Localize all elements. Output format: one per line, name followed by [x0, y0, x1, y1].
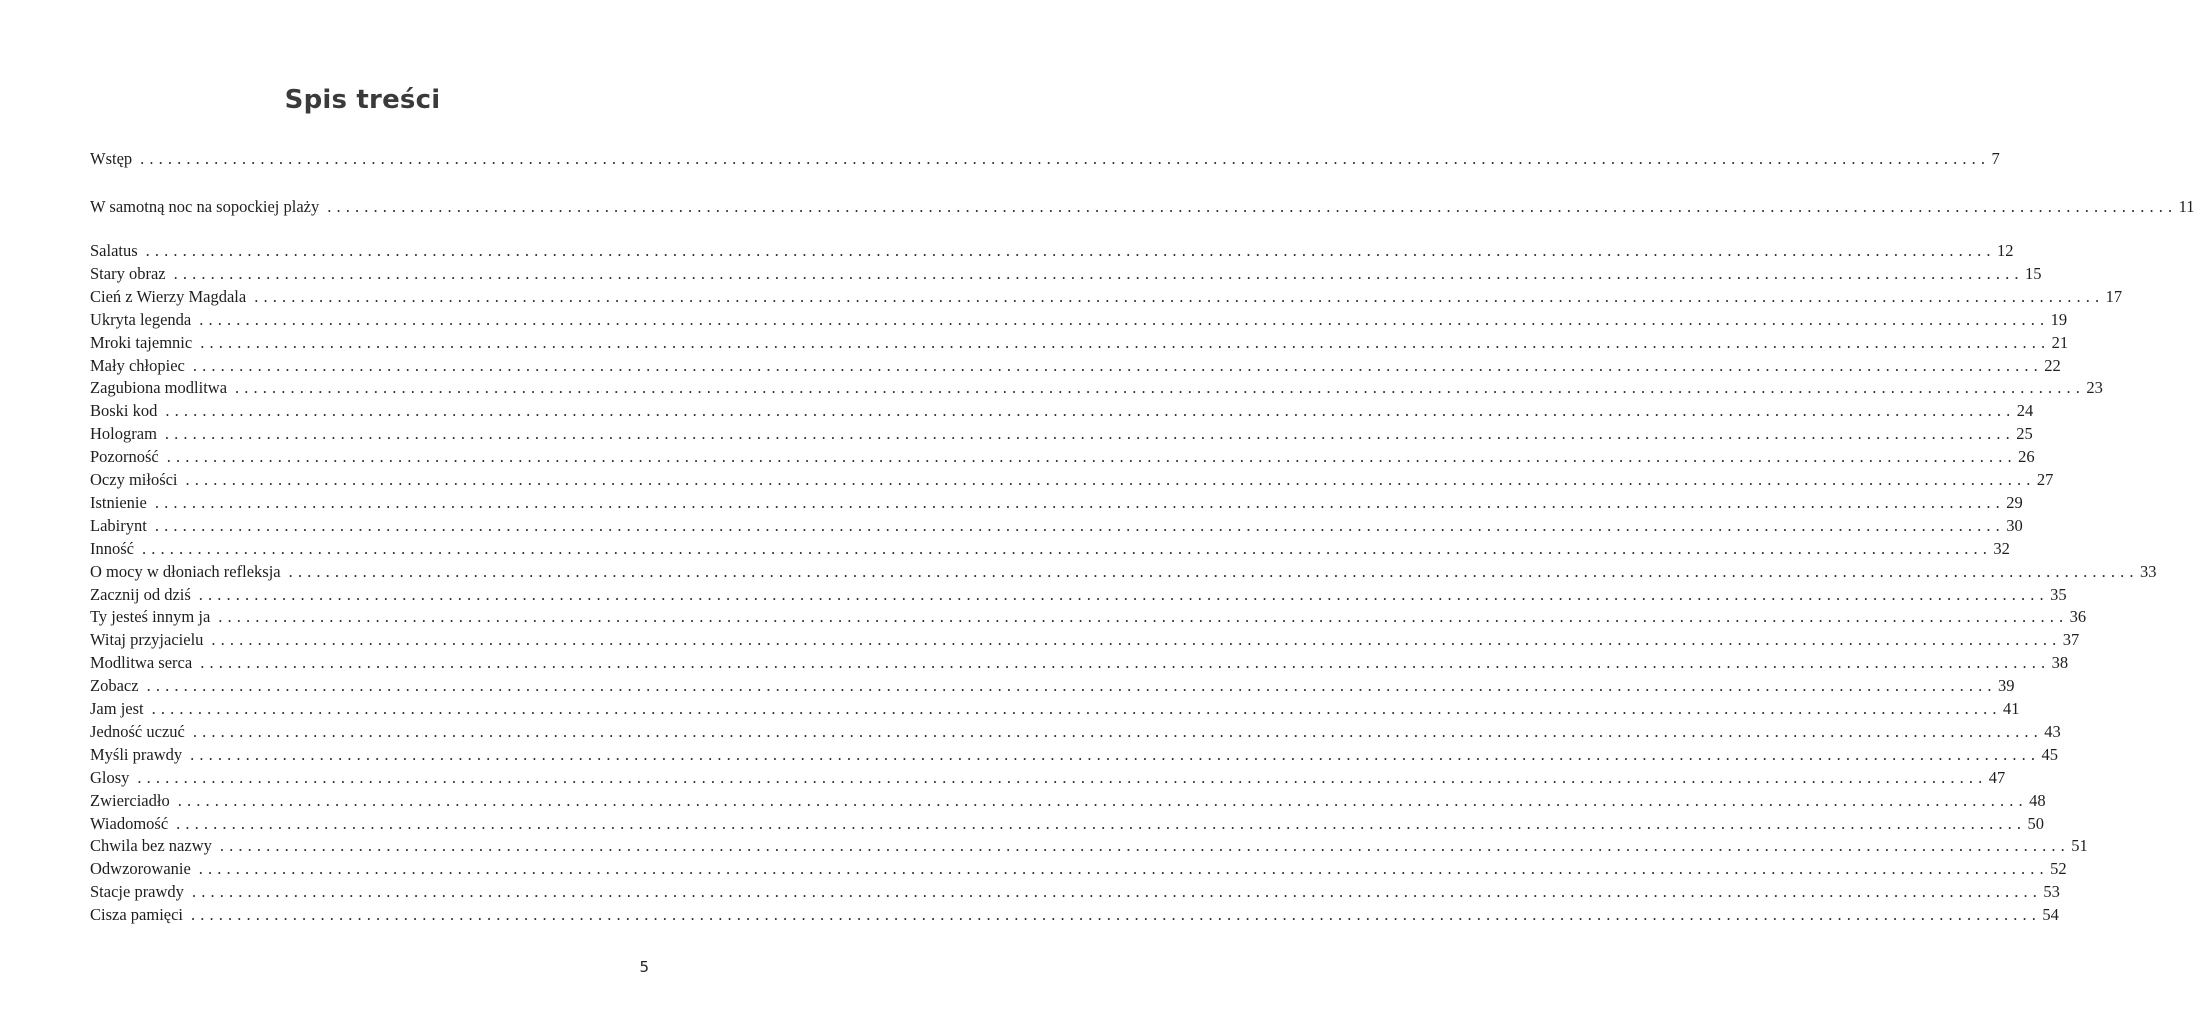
toc-entry-title: Mroki tajemnic [90, 332, 193, 352]
toc-entry-title: Ukryta legenda [90, 309, 192, 329]
toc-entry-page: 7 [1991, 149, 2000, 168]
toc-leader-dots: . . . . . . . . . . . . . . . . . . . . . . . . . . . . . . . . . . . . . . . . . . . . . . . . . . . . . . . . . . . . . . . . . . . . . . . . . . . . . . . . . . . . . . . . . . . . . . . . . . . . . . . . . . . . . . . . . . . . . . . . . . . . . . . . . . . . . . . . . . . . . . . . . . . . . . . . . . . . . . . . . . . . . . . . . . . . . . . . . . . . . . . . . . . . . . . . . . . . . . . . [288, 561, 2134, 581]
toc-entry [90, 331, 2069, 354]
toc-leader-dots: . . . . . . . . . . . . . . . . . . . . . . . . . . . . . . . . . . . . . . . . . . . . . . . . . . . . . . . . . . . . . . . . . . . . . . . . . . . . . . . . . . . . . . . . . . . . . . . . . . . . . . . . . . . . . . . . . . . . . . . . . . . . . . . . . . . . . . . . . . . . . . . . . . . . . . . . . . . . . . . . . . . . . . . . . . . . . . . . . . . . . . . . . . . . . . . . . . . . . . . . [154, 492, 2001, 512]
toc-entry-title: Mały chłopiec [90, 355, 185, 375]
toc-entry-page: 29 [2006, 492, 2023, 512]
toc-entry-page: 48 [2029, 790, 2046, 810]
page-title: Spis treści [284, 85, 441, 116]
toc-entry-page: 30 [2006, 515, 2023, 535]
page-number: 5 [639, 958, 649, 976]
toc-entry [90, 583, 2067, 606]
toc-entry-title: Oczy miłości [90, 470, 178, 489]
toc-entry-page: 17 [2105, 286, 2123, 306]
toc-entry-title: Zacznij od dziś [90, 584, 191, 604]
toc-leader-dots: . . . . . . . . . . . . . . . . . . . . . . . . . . . . . . . . . . . . . . . . . . . . . . . . . . . . . . . . . . . . . . . . . . . . . . . . . . . . . . . . . . . . . . . . . . . . . . . . . . . . . . . . . . . . . . . . . . . . . . . . . . . . . . . . . . . . . . . . . . . . . . . . . . . . . . . . . . . . . . . . . . . . . . . . . . . . . . . . . . . . . . . . . . . . . . . . . . . . . . . . [254, 286, 2100, 306]
toc-entry-title: Istnienie [90, 492, 147, 512]
toc-entry-title: Witaj przyjacielu [90, 630, 204, 650]
toc-leader-dots: . . . . . . . . . . . . . . . . . . . . . . . . . . . . . . . . . . . . . . . . . . . . . . . . . . . . . . . . . . . . . . . . . . . . . . . . . . . . . . . . . . . . . . . . . . . . . . . . . . . . . . . . . . . . . . . . . . . . . . . . . . . . . . . . . . . . . . . . . . . . . . . . . . . . . . . . . . . . . . . . . . . . . . . . . . . . . . . . . . . . . . . . . . . . . . . . . . . . . . . . [146, 676, 1992, 696]
toc-entry-title: Hologram [90, 424, 157, 444]
toc-entry-title: Boski kod [90, 401, 158, 421]
toc-entry [90, 376, 2103, 399]
toc-entry [90, 147, 2000, 170]
toc-entry-page: 51 [2071, 836, 2088, 856]
toc-entry [90, 812, 2045, 835]
toc-leader-dots: . . . . . . . . . . . . . . . . . . . . . . . . . . . . . . . . . . . . . . . . . . . . . . . . . . . . . . . . . . . . . . . . . . . . . . . . . . . . . . . . . . . . . . . . . . . . . . . . . . . . . . . . . . . . . . . . . . . . . . . . . . . . . . . . . . . . . . . . . . . . . . . . . . . . . . . . . . . . . . . . . . . . . . . . . . . . . . . . . . . . . . . . . . . . . . . . . . . . . . . . [176, 813, 2022, 833]
toc-entry-title: Glosy [90, 767, 130, 787]
toc-entry-page: 54 [2042, 905, 2059, 925]
toc-entry-page: 12 [1997, 241, 2014, 260]
toc-leader-dots: . . . . . . . . . . . . . . . . . . . . . . . . . . . . . . . . . . . . . . . . . . . . . . . . . . . . . . . . . . . . . . . . . . . . . . . . . . . . . . . . . . . . . . . . . . . . . . . . . . . . . . . . . . . . . . . . . . . . . . . . . . . . . . . . . . . . . . . . . . . . . . . . . . . . . . . . . . . . . . . . . . . . . . . . . . . . . . . . . . . . . . . . . . . . . . . . . . . . . . . . [200, 653, 2046, 673]
toc-entry-page: 39 [1997, 676, 2015, 696]
toc-leader-dots: . . . . . . . . . . . . . . . . . . . . . . . . . . . . . . . . . . . . . . . . . . . . . . . . . . . . . . . . . . . . . . . . . . . . . . . . . . . . . . . . . . . . . . . . . . . . . . . . . . . . . . . . . . . . . . . . . . . . . . . . . . . . . . . . . . . . . . . . . . . . . . . . . . . . . . . . . . . . . . . . . . . . . . . . . . . . . . . . . . . . . . . . . . . . . . . . . . . . . . . . [165, 401, 2011, 421]
toc-leader-dots: . . . . . . . . . . . . . . . . . . . . . . . . . . . . . . . . . . . . . . . . . . . . . . . . . . . . . . . . . . . . . . . . . . . . . . . . . . . . . . . . . . . . . . . . . . . . . . . . . . . . . . . . . . . . . . . . . . . . . . . . . . . . . . . . . . . . . . . . . . . . . . . . . . . . . . . . . . . . . . . . . . . . . . . . . . . . . . . . . . . . . . . . . . . . . . . . . . . . . . . . [198, 859, 2045, 879]
toc-entry-page: 21 [2051, 332, 2069, 352]
toc-entry [90, 239, 2014, 262]
toc-leader-dots: . . . . . . . . . . . . . . . . . . . . . . . . . . . . . . . . . . . . . . . . . . . . . . . . . . . . . . . . . . . . . . . . . . . . . . . . . . . . . . . . . . . . . . . . . . . . . . . . . . . . . . . . . . . . . . . . . . . . . . . . . . . . . . . . . . . . . . . . . . . . . . . . . . . . . . . . . . . . . . . . . . . . . . . . . . . . . . . . . . . . . . . . . . . . . . . . . . . . . . . . [164, 424, 2011, 444]
toc-entry [90, 857, 2067, 880]
toc-entry-page: 52 [2050, 859, 2067, 879]
toc-entry-page: 41 [2003, 699, 2020, 718]
toc-entry-title: Zobacz [90, 676, 139, 696]
toc-entry [90, 354, 2061, 377]
toc-entry [90, 903, 2059, 926]
toc-entry [90, 491, 2023, 514]
toc-entry-page: 23 [2086, 378, 2103, 398]
toc-entry [90, 262, 2042, 285]
toc-entry-title: Inność [90, 538, 134, 558]
toc-entry-title: Stary obraz [90, 263, 166, 283]
toc-entry-page: 24 [2016, 401, 2034, 421]
toc-entry [90, 674, 2015, 697]
toc-leader-dots: . . . . . . . . . . . . . . . . . . . . . . . . . . . . . . . . . . . . . . . . . . . . . . . . . . . . . . . . . . . . . . . . . . . . . . . . . . . . . . . . . . . . . . . . . . . . . . . . . . . . . . . . . . . . . . . . . . . . . . . . . . . . . . . . . . . . . . . . . . . . . . . . . . . . . . . . . . . . . . . . . . . . . . . . . . . . . . . . . . . . . . . . . . . . . . . . . . . . . . . . [192, 355, 2039, 375]
toc-entry [90, 308, 2068, 331]
toc-entry-page: 19 [2050, 309, 2068, 329]
toc-entry-page: 25 [2016, 424, 2033, 444]
toc-leader-dots: . . . . . . . . . . . . . . . . . . . . . . . . . . . . . . . . . . . . . . . . . . . . . . . . . . . . . . . . . . . . . . . . . . . . . . . . . . . . . . . . . . . . . . . . . . . . . . . . . . . . . . . . . . . . . . . . . . . . . . . . . . . . . . . . . . . . . . . . . . . . . . . . . . . . . . . . . . . . . . . . . . . . . . . . . . . . . . . . . . . . . . . . . . . . . . . . . . . . . . . . [173, 263, 2019, 283]
toc-entry [90, 399, 2034, 422]
toc-entry-title: Labirynt [90, 515, 147, 535]
toc-leader-dots: . . . . . . . . . . . . . . . . . . . . . . . . . . . . . . . . . . . . . . . . . . . . . . . . . . . . . . . . . . . . . . . . . . . . . . . . . . . . . . . . . . . . . . . . . . . . . . . . . . . . . . . . . . . . . . . . . . . . . . . . . . . . . . . . . . . . . . . . . . . . . . . . . . . . . . . . . . . . . . . . . . . . . . . . . . . . . . . . . . . . . . . . . . . . . . . . . . . . . . . . [190, 744, 2036, 764]
toc-entry [90, 468, 2054, 491]
toc-entry-page: 27 [2036, 470, 2054, 489]
toc-entry-page: 43 [2044, 721, 2061, 741]
toc-entry [90, 514, 2023, 537]
toc-entry [90, 834, 2088, 857]
toc-leader-dots: . . . . . . . . . . . . . . . . . . . . . . . . . . . . . . . . . . . . . . . . . . . . . . . . . . . . . . . . . . . . . . . . . . . . . . . . . . . . . . . . . . . . . . . . . . . . . . . . . . . . . . . . . . . . . . . . . . . . . . . . . . . . . . . . . . . . . . . . . . . . . . . . . . . . . . . . . . . . . . . . . . . . . . . . . . . . . . . . . . . . . . . . . . . . . . . . . . . . . . . . [219, 836, 2066, 856]
toc-entry-page: 38 [2051, 653, 2069, 673]
toc-entry-title: W samotną noc na sopockiej plaży [90, 197, 320, 216]
toc-entry-page: 32 [1993, 538, 2010, 558]
toc-entry [90, 537, 2010, 560]
toc-leader-dots: . . . . . . . . . . . . . . . . . . . . . . . . . . . . . . . . . . . . . . . . . . . . . . . . . . . . . . . . . . . . . . . . . . . . . . . . . . . . . . . . . . . . . . . . . . . . . . . . . . . . . . . . . . . . . . . . . . . . . . . . . . . . . . . . . . . . . . . . . . . . . . . . . . . . . . . . . . . . . . . . . . . . . . . . . . . . . . . . . . . . . . . . . . . . . . . . . . . . . . . . [137, 767, 1983, 787]
toc-entry-page: 26 [2018, 447, 2035, 467]
toc-leader-dots: . . . . . . . . . . . . . . . . . . . . . . . . . . . . . . . . . . . . . . . . . . . . . . . . . . . . . . . . . . . . . . . . . . . . . . . . . . . . . . . . . . . . . . . . . . . . . . . . . . . . . . . . . . . . . . . . . . . . . . . . . . . . . . . . . . . . . . . . . . . . . . . . . . . . . . . . . . . . . . . . . . . . . . . . . . . . . . . . . . . . . . . . . . . . . . . . . . . . . . . . [211, 630, 2057, 650]
toc-entry-title: Zwierciadło [90, 790, 170, 810]
toc-entry-title: Stacje prawdy [90, 882, 184, 902]
toc-entry [90, 880, 2060, 903]
toc-entry [90, 789, 2046, 812]
toc-entry [90, 651, 2069, 674]
toc-entry [90, 422, 2033, 445]
toc-entry-page: 15 [2024, 263, 2042, 283]
toc-entry-title: Jedność uczuć [90, 721, 185, 741]
toc-entry-page: 50 [2027, 813, 2045, 833]
toc-entry-title: Modlitwa serca [90, 653, 193, 673]
toc-entry-title: Pozorność [90, 447, 159, 467]
toc-leader-dots: . . . . . . . . . . . . . . . . . . . . . . . . . . . . . . . . . . . . . . . . . . . . . . . . . . . . . . . . . . . . . . . . . . . . . . . . . . . . . . . . . . . . . . . . . . . . . . . . . . . . . . . . . . . . . . . . . . . . . . . . . . . . . . . . . . . . . . . . . . . . . . . . . . . . . . . . . . . . . . . . . . . . . . . . . . . . . . . . . . . . . . . . . . . . . . . . . . . . . . . . [198, 584, 2045, 604]
toc-entry-page: 35 [2050, 584, 2067, 604]
toc-entry-title: Ty jesteś innym ja [90, 607, 211, 627]
toc-entry-title: Wstęp [90, 149, 133, 168]
toc-leader-dots: . . . . . . . . . . . . . . . . . . . . . . . . . . . . . . . . . . . . . . . . . . . . . . . . . . . . . . . . . . . . . . . . . . . . . . . . . . . . . . . . . . . . . . . . . . . . . . . . . . . . . . . . . . . . . . . . . . . . . . . . . . . . . . . . . . . . . . . . . . . . . . . . . . . . . . . . . . . . . . . . . . . . . . . . . . . . . . . . . . . . . . . . . . . . . . . . . . . . . . . . [191, 905, 2037, 925]
toc-entry [90, 560, 2157, 583]
toc-entry-title: Odwzorowanie [90, 859, 191, 879]
toc-leader-dots: . . . . . . . . . . . . . . . . . . . . . . . . . . . . . . . . . . . . . . . . . . . . . . . . . . . . . . . . . . . . . . . . . . . . . . . . . . . . . . . . . . . . . . . . . . . . . . . . . . . . . . . . . . . . . . . . . . . . . . . . . . . . . . . . . . . . . . . . . . . . . . . . . . . . . . . . . . . . . . . . . . . . . . . . . . . . . . . . . . . . . . . . . . . . . . . . . . . . . . . . [192, 721, 2039, 741]
toc-entry-title: Chwila bez nazwy [90, 836, 212, 856]
toc-entry-page: 33 [2139, 561, 2157, 581]
toc-entry [90, 720, 2061, 743]
toc-entry-title: O mocy w dłoniach refleksja [90, 561, 281, 581]
toc-entry-title: Salatus [90, 241, 138, 260]
toc-entry-title: Zagubiona modlitwa [90, 378, 228, 398]
toc-entry-page: 36 [2069, 607, 2087, 627]
toc-entry [90, 766, 2006, 789]
toc-leader-dots: . . . . . . . . . . . . . . . . . . . . . . . . . . . . . . . . . . . . . . . . . . . . . . . . . . . . . . . . . . . . . . . . . . . . . . . . . . . . . . . . . . . . . . . . . . . . . . . . . . . . . . . . . . . . . . . . . . . . . . . . . . . . . . . . . . . . . . . . . . . . . . . . . . . . . . . . . . . . . . . . . . . . . . . . . . . . . . . . . . . . . . . . . . . . . . . . . . . . . . . . [200, 332, 2046, 352]
toc-entry-page: 53 [2043, 882, 2060, 902]
toc-entry-page: 37 [2062, 630, 2080, 650]
toc-leader-dots: . . . . . . . . . . . . . . . . . . . . . . . . . . . . . . . . . . . . . . . . . . . . . . . . . . . . . . . . . . . . . . . . . . . . . . . . . . . . . . . . . . . . . . . . . . . . . . . . . . . . . . . . . . . . . . . . . . . . . . . . . . . . . . . . . . . . . . . . . . . . . . . . . . . . . . . . . . . . . . . . . . . . . . . . . . . . . . . . . . . . . . . . . . . . . . . . . . . . . . . . [154, 515, 2001, 535]
toc-leader-dots: . . . . . . . . . . . . . . . . . . . . . . . . . . . . . . . . . . . . . . . . . . . . . . . . . . . . . . . . . . . . . . . . . . . . . . . . . . . . . . . . . . . . . . . . . . . . . . . . . . . . . . . . . . . . . . . . . . . . . . . . . . . . . . . . . . . . . . . . . . . . . . . . . . . . . . . . . . . . . . . . . . . . . . . . . . . . . . . . . . . . . . . . . . . . . . . . . . . . . . . . [145, 241, 1992, 260]
toc-leader-dots: . . . . . . . . . . . . . . . . . . . . . . . . . . . . . . . . . . . . . . . . . . . . . . . . . . . . . . . . . . . . . . . . . . . . . . . . . . . . . . . . . . . . . . . . . . . . . . . . . . . . . . . . . . . . . . . . . . . . . . . . . . . . . . . . . . . . . . . . . . . . . . . . . . . . . . . . . . . . . . . . . . . . . . . . . . . . . . . . . . . . . . . . . . . . . . . . . . . . . . . . [142, 538, 1988, 558]
toc-leader-dots: . . . . . . . . . . . . . . . . . . . . . . . . . . . . . . . . . . . . . . . . . . . . . . . . . . . . . . . . . . . . . . . . . . . . . . . . . . . . . . . . . . . . . . . . . . . . . . . . . . . . . . . . . . . . . . . . . . . . . . . . . . . . . . . . . . . . . . . . . . . . . . . . . . . . . . . . . . . . . . . . . . . . . . . . . . . . . . . . . . . . . . . . . . . . . . . . . . . . . . . . [140, 149, 1986, 168]
toc-entry-title: Jam jest [90, 699, 144, 718]
toc-leader-dots: . . . . . . . . . . . . . . . . . . . . . . . . . . . . . . . . . . . . . . . . . . . . . . . . . . . . . . . . . . . . . . . . . . . . . . . . . . . . . . . . . . . . . . . . . . . . . . . . . . . . . . . . . . . . . . . . . . . . . . . . . . . . . . . . . . . . . . . . . . . . . . . . . . . . . . . . . . . . . . . . . . . . . . . . . . . . . . . . . . . . . . . . . . . . . . . . . . . . . . . . [185, 470, 2031, 489]
toc-entry [90, 605, 2087, 628]
toc-entry [90, 697, 2020, 720]
toc-leader-dots: . . . . . . . . . . . . . . . . . . . . . . . . . . . . . . . . . . . . . . . . . . . . . . . . . . . . . . . . . . . . . . . . . . . . . . . . . . . . . . . . . . . . . . . . . . . . . . . . . . . . . . . . . . . . . . . . . . . . . . . . . . . . . . . . . . . . . . . . . . . . . . . . . . . . . . . . . . . . . . . . . . . . . . . . . . . . . . . . . . . . . . . . . . . . . . . . . . . . . . . . [177, 790, 2024, 810]
toc-leader-dots: . . . . . . . . . . . . . . . . . . . . . . . . . . . . . . . . . . . . . . . . . . . . . . . . . . . . . . . . . . . . . . . . . . . . . . . . . . . . . . . . . . . . . . . . . . . . . . . . . . . . . . . . . . . . . . . . . . . . . . . . . . . . . . . . . . . . . . . . . . . . . . . . . . . . . . . . . . . . . . . . . . . . . . . . . . . . . . . . . . . . . . . . . . . . . . . . . . . . . . . . [166, 447, 2013, 467]
toc-entry [90, 628, 2080, 651]
toc-entry-title: Myśli prawdy [90, 744, 183, 764]
toc-entry-title: Wiadomość [90, 813, 169, 833]
toc-leader-dots: . . . . . . . . . . . . . . . . . . . . . . . . . . . . . . . . . . . . . . . . . . . . . . . . . . . . . . . . . . . . . . . . . . . . . . . . . . . . . . . . . . . . . . . . . . . . . . . . . . . . . . . . . . . . . . . . . . . . . . . . . . . . . . . . . . . . . . . . . . . . . . . . . . . . . . . . . . . . . . . . . . . . . . . . . . . . . . . . . . . . . . . . . . . . . . . . . . . . . . . . [151, 699, 1997, 718]
toc-leader-dots: . . . . . . . . . . . . . . . . . . . . . . . . . . . . . . . . . . . . . . . . . . . . . . . . . . . . . . . . . . . . . . . . . . . . . . . . . . . . . . . . . . . . . . . . . . . . . . . . . . . . . . . . . . . . . . . . . . . . . . . . . . . . . . . . . . . . . . . . . . . . . . . . . . . . . . . . . . . . . . . . . . . . . . . . . . . . . . . . . . . . . . . . . . . . . . . . . . . . . . . . [191, 882, 2038, 902]
toc-entry-page: 22 [2044, 355, 2061, 375]
toc-entry-page: 11 [2178, 197, 2195, 216]
toc-entry [90, 195, 2195, 218]
toc-leader-dots: . . . . . . . . . . . . . . . . . . . . . . . . . . . . . . . . . . . . . . . . . . . . . . . . . . . . . . . . . . . . . . . . . . . . . . . . . . . . . . . . . . . . . . . . . . . . . . . . . . . . . . . . . . . . . . . . . . . . . . . . . . . . . . . . . . . . . . . . . . . . . . . . . . . . . . . . . . . . . . . . . . . . . . . . . . . . . . . . . . . . . . . . . . . . . . . . . . . . . . . . [327, 197, 2173, 216]
toc-entry-page: 47 [1988, 767, 2006, 787]
toc-leader-dots: . . . . . . . . . . . . . . . . . . . . . . . . . . . . . . . . . . . . . . . . . . . . . . . . . . . . . . . . . . . . . . . . . . . . . . . . . . . . . . . . . . . . . . . . . . . . . . . . . . . . . . . . . . . . . . . . . . . . . . . . . . . . . . . . . . . . . . . . . . . . . . . . . . . . . . . . . . . . . . . . . . . . . . . . . . . . . . . . . . . . . . . . . . . . . . . . . . . . . . . . [235, 378, 2081, 398]
toc-leader-dots: . . . . . . . . . . . . . . . . . . . . . . . . . . . . . . . . . . . . . . . . . . . . . . . . . . . . . . . . . . . . . . . . . . . . . . . . . . . . . . . . . . . . . . . . . . . . . . . . . . . . . . . . . . . . . . . . . . . . . . . . . . . . . . . . . . . . . . . . . . . . . . . . . . . . . . . . . . . . . . . . . . . . . . . . . . . . . . . . . . . . . . . . . . . . . . . . . . . . . . . . [199, 309, 2045, 329]
toc-entry [90, 445, 2035, 468]
toc-entry [90, 285, 2123, 308]
toc-entry-page: 45 [2041, 744, 2058, 764]
toc-leader-dots: . . . . . . . . . . . . . . . . . . . . . . . . . . . . . . . . . . . . . . . . . . . . . . . . . . . . . . . . . . . . . . . . . . . . . . . . . . . . . . . . . . . . . . . . . . . . . . . . . . . . . . . . . . . . . . . . . . . . . . . . . . . . . . . . . . . . . . . . . . . . . . . . . . . . . . . . . . . . . . . . . . . . . . . . . . . . . . . . . . . . . . . . . . . . . . . . . . . . . . . . [218, 607, 2064, 627]
toc-entry-title: Cisza pamięci [90, 905, 184, 925]
toc-entry-title: Cień z Wierzy Magdala [90, 286, 247, 306]
toc-entry [90, 743, 2058, 766]
